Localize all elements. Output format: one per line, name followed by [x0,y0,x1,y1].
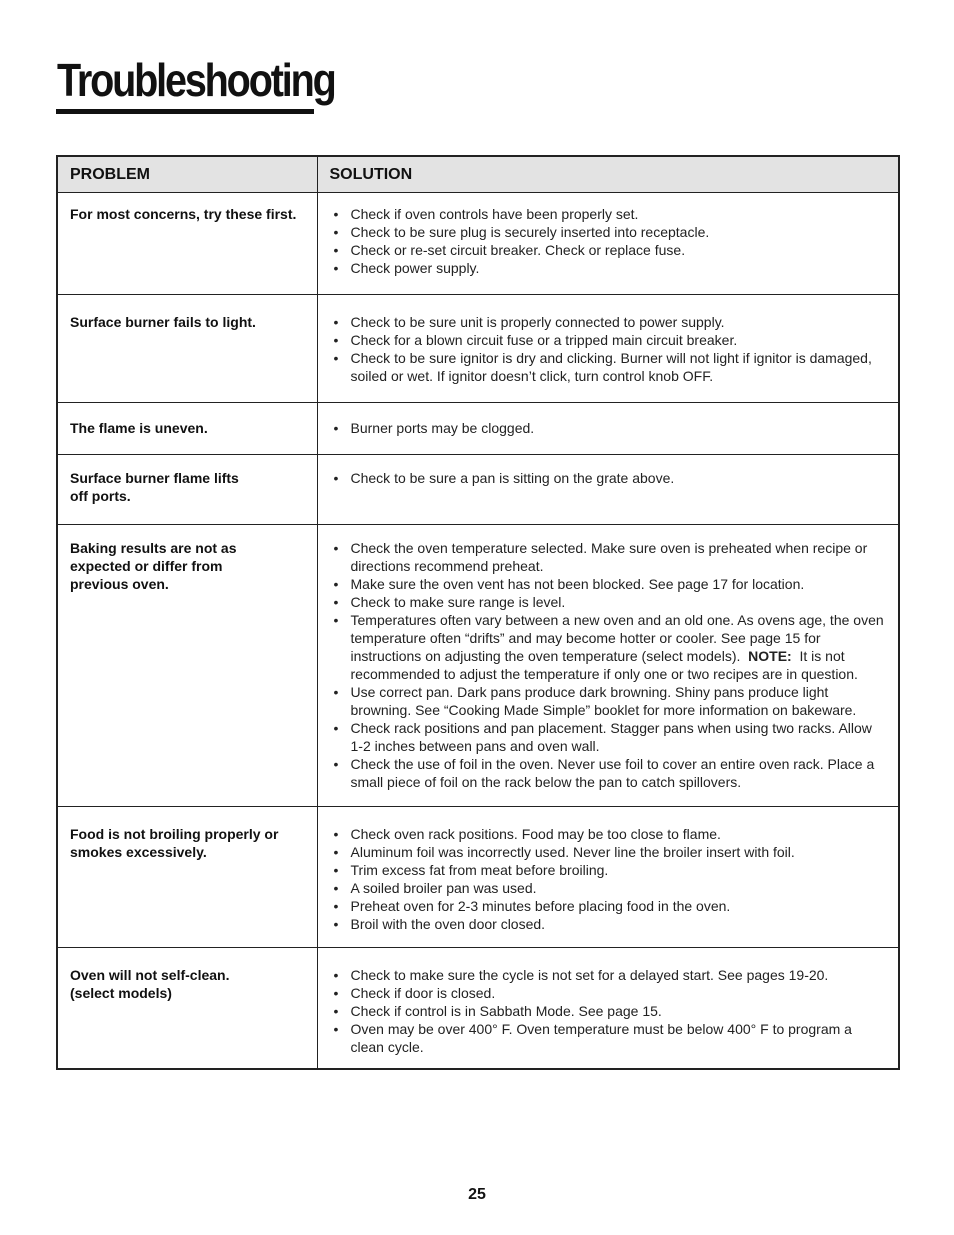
solution-item [330,915,889,933]
solution-text: Check if oven controls have been properly set. [350,206,639,222]
solution-item [330,313,889,331]
note-text: It is not recommended to adjust the temperature if only one or two recipes are in question. [350,648,858,682]
solution-item [330,469,889,487]
solution-text: Check to be sure plug is securely inserted into receptacle. [350,224,710,240]
bullet-icon: • [333,826,339,842]
solution-column-header: SOLUTION [317,156,899,193]
solution-list [330,966,889,1056]
solution-item [330,593,889,611]
solution-text: Check to make sure range is level. [350,594,566,610]
bullet-icon: • [333,350,339,366]
bullet-icon: • [333,880,339,896]
bullet-icon: • [333,594,339,610]
solution-text: Use correct pan. Dark pans produce dark browning. Shiny pans produce light browning. See “Cooking Made Simple” booklet for more information on bakeware. [350,684,857,718]
problem-cell: Food is not broiling properly or smokes excessively. [57,807,317,948]
table-row [57,295,899,403]
solution-item [330,419,889,437]
page-title: Troubleshooting [57,54,335,106]
bullet-icon: • [333,314,339,330]
solution-cell [317,403,899,455]
solution-text: Make sure the oven vent has not been blocked. See page 17 for location. [350,576,805,592]
solution-list [330,313,889,385]
problem-cell: Surface burner fails to light. [57,295,317,403]
problem-cell: The flame is uneven. [57,403,317,455]
bullet-icon: • [333,916,339,932]
solution-item [330,897,889,915]
solution-text: Check oven rack positions. Food may be too close to flame. [350,826,721,842]
solution-item [330,966,889,984]
bullet-icon: • [333,260,339,276]
solution-text: Oven may be over 400° F. Oven temperature must be below 400° F to program a clean cycle. [350,1021,852,1055]
solution-cell [317,525,899,807]
solution-text: Aluminum foil was incorrectly used. Never line the broiler insert with foil. [350,844,795,860]
bullet-icon: • [333,206,339,222]
solution-item [330,1002,889,1020]
solution-text: Check the oven temperature selected. Make sure oven is preheated when recipe or directions recommend preheat. [350,540,868,574]
table-row [57,948,899,1069]
solution-item [330,223,889,241]
solution-item [330,984,889,1002]
table-row [57,525,899,807]
solution-text: A soiled broiler pan was used. [350,880,537,896]
solution-text: Check if door is closed. [350,985,496,1001]
solution-item [330,241,889,259]
solution-cell [317,193,899,295]
solution-text: Check to be sure a pan is sitting on the grate above. [350,470,675,486]
solution-item [330,879,889,897]
solution-list [330,469,889,487]
solution-item [330,843,889,861]
solution-item [330,719,889,755]
solution-item [330,755,889,791]
note-label: NOTE: [748,648,792,664]
bullet-icon: • [333,720,339,736]
title-underline [56,109,314,114]
table-row [57,455,899,525]
bullet-icon: • [333,844,339,860]
solution-item [330,259,889,277]
troubleshooting-table [56,155,900,1070]
bullet-icon: • [333,540,339,556]
bullet-icon: • [333,242,339,258]
bullet-icon: • [333,756,339,772]
page-number: 25 [468,1186,486,1203]
bullet-icon: • [333,985,339,1001]
solution-item [330,575,889,593]
problem-subtext: (select models) [70,985,172,1001]
solution-list [330,205,889,277]
solution-item [330,1020,889,1056]
solution-text: Check to make sure the cycle is not set for a delayed start. See pages 19-20. [350,967,829,983]
problem-cell: For most concerns, try these first. [57,193,317,295]
solution-text: Check if control is in Sabbath Mode. See page 15. [350,1003,662,1019]
table-header-row [57,156,899,193]
solution-cell [317,807,899,948]
solution-text: Broil with the oven door closed. [350,916,546,932]
solution-text: Check power supply. [350,260,480,276]
solution-text: Check to be sure ignitor is dry and clicking. Burner will not light if ignitor is damaged, soiled or wet. If ignitor doesn’t click, turn control knob OFF. [350,350,872,384]
table-row [57,193,899,295]
problem-cell: Surface burner flame lifts off ports. [57,455,317,525]
solution-cell [317,948,899,1069]
problem-column-header: PROBLEM [57,156,317,193]
solution-list [330,539,889,791]
solution-item [330,611,889,683]
problem-text: Oven will not self-clean. [70,967,230,983]
solution-list [330,825,889,933]
problem-cell: Baking results are not as expected or differ from previous oven. [57,525,317,807]
solution-item [330,861,889,879]
solution-item [330,331,889,349]
solution-cell [317,295,899,403]
bullet-icon: • [333,612,339,628]
solution-text: Check rack positions and pan placement. Stagger pans when using two racks. Allow 1-2 inches between pans and oven wall. [350,720,872,754]
bullet-icon: • [333,332,339,348]
bullet-icon: • [333,898,339,914]
solution-text: Check or re-set circuit breaker. Check or replace fuse. [350,242,686,258]
solution-item [330,205,889,223]
solution-text: Burner ports may be clogged. [350,420,535,436]
solution-item [330,349,889,385]
bullet-icon: • [333,420,339,436]
bullet-icon: • [333,862,339,878]
solution-item [330,683,889,719]
solution-item [330,825,889,843]
solution-text: Check for a blown circuit fuse or a tripped main circuit breaker. [350,332,738,348]
bullet-icon: • [333,684,339,700]
bullet-icon: • [333,576,339,592]
solution-text: Trim excess fat from meat before broiling. [350,862,609,878]
bullet-icon: • [333,1021,339,1037]
table-row [57,807,899,948]
bullet-icon: • [333,470,339,486]
solution-text: Temperatures often vary between a new oven and an old one. As ovens age, the oven temperature often “drifts” and may become hotter or cooler. See page 15 for instructions on adjusting the oven temperature (select models). [350,612,884,664]
problem-cell [57,948,317,1069]
bullet-icon: • [333,224,339,240]
solution-text: Preheat oven for 2-3 minutes before placing food in the oven. [350,898,731,914]
solution-text: Check to be sure unit is properly connected to power supply. [350,314,725,330]
bullet-icon: • [333,1003,339,1019]
solution-item [330,539,889,575]
solution-text: Check the use of foil in the oven. Never use foil to cover an entire oven rack. Place a small piece of foil on the rack below the pan to catch spillovers. [350,756,875,790]
solution-cell [317,455,899,525]
bullet-icon: • [333,967,339,983]
solution-list [330,419,889,437]
table-row [57,403,899,455]
